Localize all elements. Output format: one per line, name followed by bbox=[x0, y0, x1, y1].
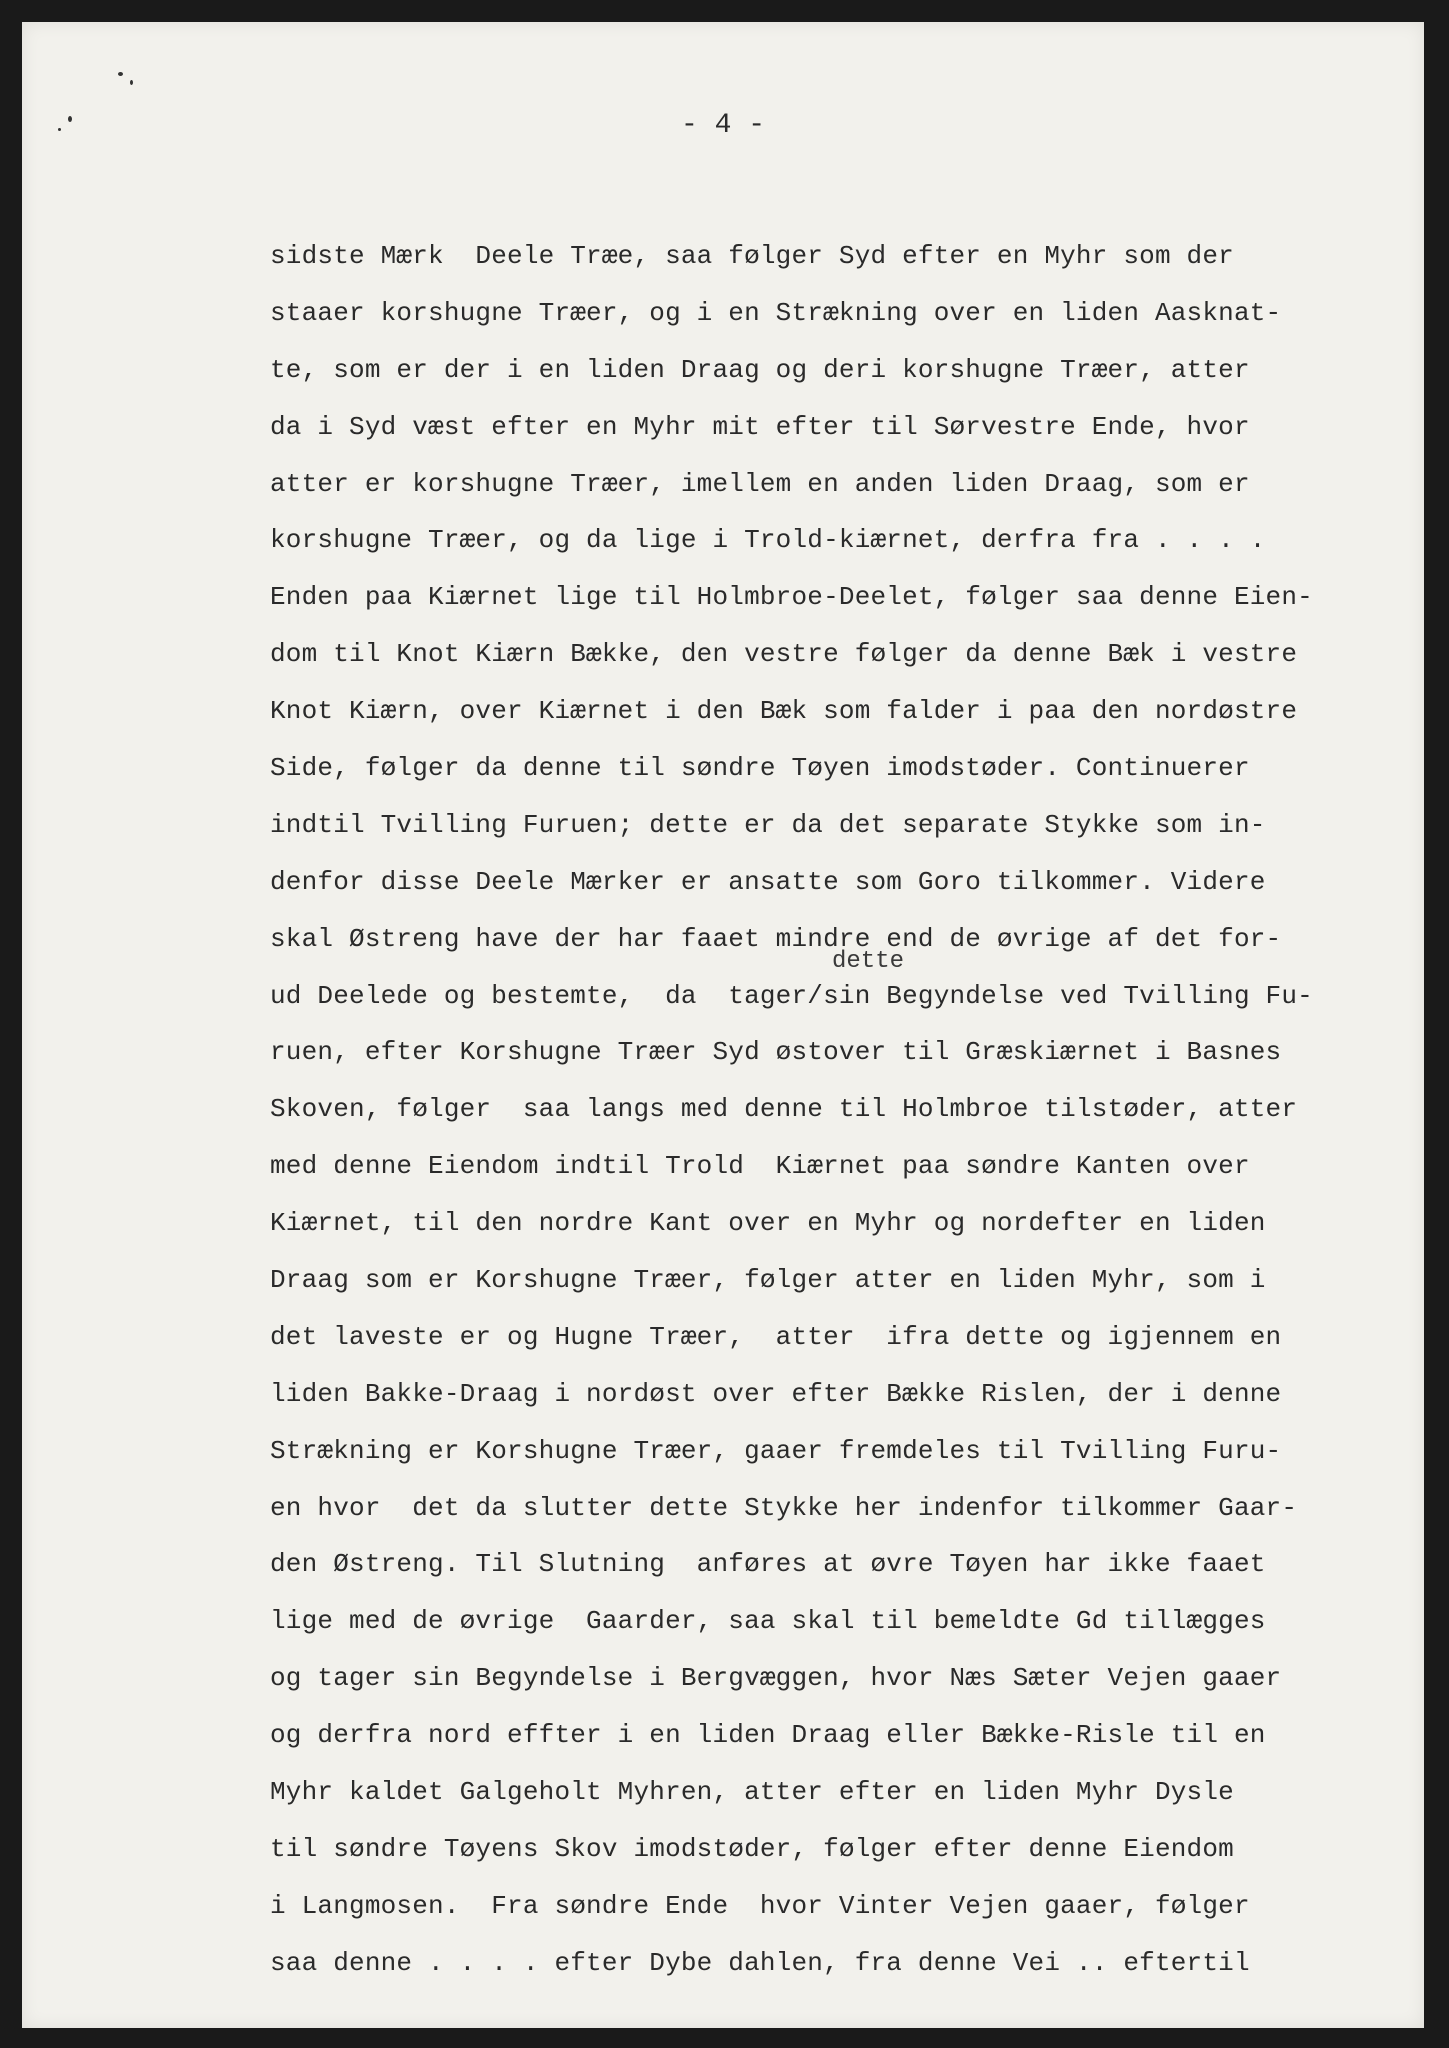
ink-speck bbox=[118, 72, 123, 76]
text-line: og derfra nord effter i en liden Draag eller Bække-Risle til en bbox=[270, 1720, 1266, 1751]
interlinear-insertion: dette bbox=[832, 948, 905, 975]
text-line: en hvor det da slutter dette Stykke her indenfor tilkommer Gaar- bbox=[270, 1492, 1298, 1523]
text-line: i Langmosen. Fra søndre Ende hvor Vinter Vejen gaaer, følger bbox=[270, 1890, 1250, 1921]
text-line: det laveste er og Hugne Træer, atter ifra dette og igjennem en bbox=[270, 1321, 1282, 1352]
text-line: lige med de øvrige Gaarder, saa skal til bemeldte Gd tillægges bbox=[270, 1606, 1266, 1637]
text-line: korshugne Træer, og da lige i Trold-kiærnet, derfra fra . . . . bbox=[270, 525, 1266, 556]
text-line: skal Østreng have der har faaet mindre end de øvrige af det for- bbox=[270, 923, 1282, 954]
document-page bbox=[22, 22, 1424, 2028]
text-line: ruen, efter Korshugne Træer Syd østover til Græskiærnet i Basnes bbox=[270, 1037, 1282, 1068]
text-line: dom til Knot Kiærn Bække, den vestre følger da denne Bæk i vestre bbox=[270, 639, 1298, 670]
text-line: Side, følger da denne til søndre Tøyen imodstøder. Continuerer bbox=[270, 753, 1250, 784]
text-line: da i Syd væst efter en Myhr mit efter til Sørvestre Ende, hvor bbox=[270, 411, 1250, 442]
text-line: te, som er der i en liden Draag og deri korshugne Træer, atter bbox=[270, 354, 1250, 385]
typed-text-body bbox=[270, 228, 1420, 1992]
text-line: indtil Tvilling Furuen; dette er da det separate Stykke som in- bbox=[270, 809, 1266, 840]
text-line: liden Bakke-Draag i nordøst over efter Bække Rislen, der i denne bbox=[270, 1378, 1282, 1409]
ink-speck bbox=[130, 80, 133, 85]
text-line: saa denne . . . . efter Dybe dahlen, fra denne Vei .. eftertil bbox=[270, 1947, 1250, 1978]
text-line: sidste Mærk Deele Træe, saa følger Syd efter en Myhr som der bbox=[270, 241, 1234, 271]
text-line: denfor disse Deele Mærker er ansatte som Goro tilkommer. Videre bbox=[270, 866, 1266, 897]
text-line: Knot Kiærn, over Kiærnet i den Bæk som falder i paa den nordøstre bbox=[270, 696, 1298, 727]
text-line: den Østreng. Til Slutning anføres at øvre Tøyen har ikke faaet bbox=[270, 1549, 1266, 1580]
text-line: ud Deelede og bestemte, da tager/sin Begyndelse ved Tvilling Fu- bbox=[270, 980, 1313, 1011]
text-line: Skoven, følger saa langs med denne til Holmbroe tilstøder, atter bbox=[270, 1094, 1298, 1125]
text-line: Enden paa Kiærnet lige til Holmbroe-Deelet, følger saa denne Eien- bbox=[270, 582, 1313, 613]
text-line: Strækning er Korshugne Træer, gaaer fremdeles til Tvilling Furu- bbox=[270, 1435, 1282, 1466]
text-line: staaer korshugne Træer, og i en Strækning over en liden Aasknat- bbox=[270, 297, 1282, 328]
text-line: Draag som er Korshugne Træer, følger atter en liden Myhr, som i bbox=[270, 1265, 1266, 1296]
text-line: og tager sin Begyndelse i Bergvæggen, hvor Næs Sæter Vejen gaaer bbox=[270, 1663, 1282, 1694]
text-line: med denne Eiendom indtil Trold Kiærnet paa søndre Kanten over bbox=[270, 1151, 1250, 1182]
text-line: til søndre Tøyens Skov imodstøder, følger efter denne Eiendom bbox=[270, 1833, 1234, 1864]
page-number: - 4 - bbox=[680, 110, 765, 141]
text-line: Myhr kaldet Galgeholt Myhren, atter efter en liden Myhr Dysle bbox=[270, 1777, 1234, 1808]
text-line: Kiærnet, til den nordre Kant over en Myhr og nordefter en liden bbox=[270, 1208, 1266, 1239]
text-line: atter er korshugne Træer, imellem en anden liden Draag, som er bbox=[270, 468, 1250, 499]
